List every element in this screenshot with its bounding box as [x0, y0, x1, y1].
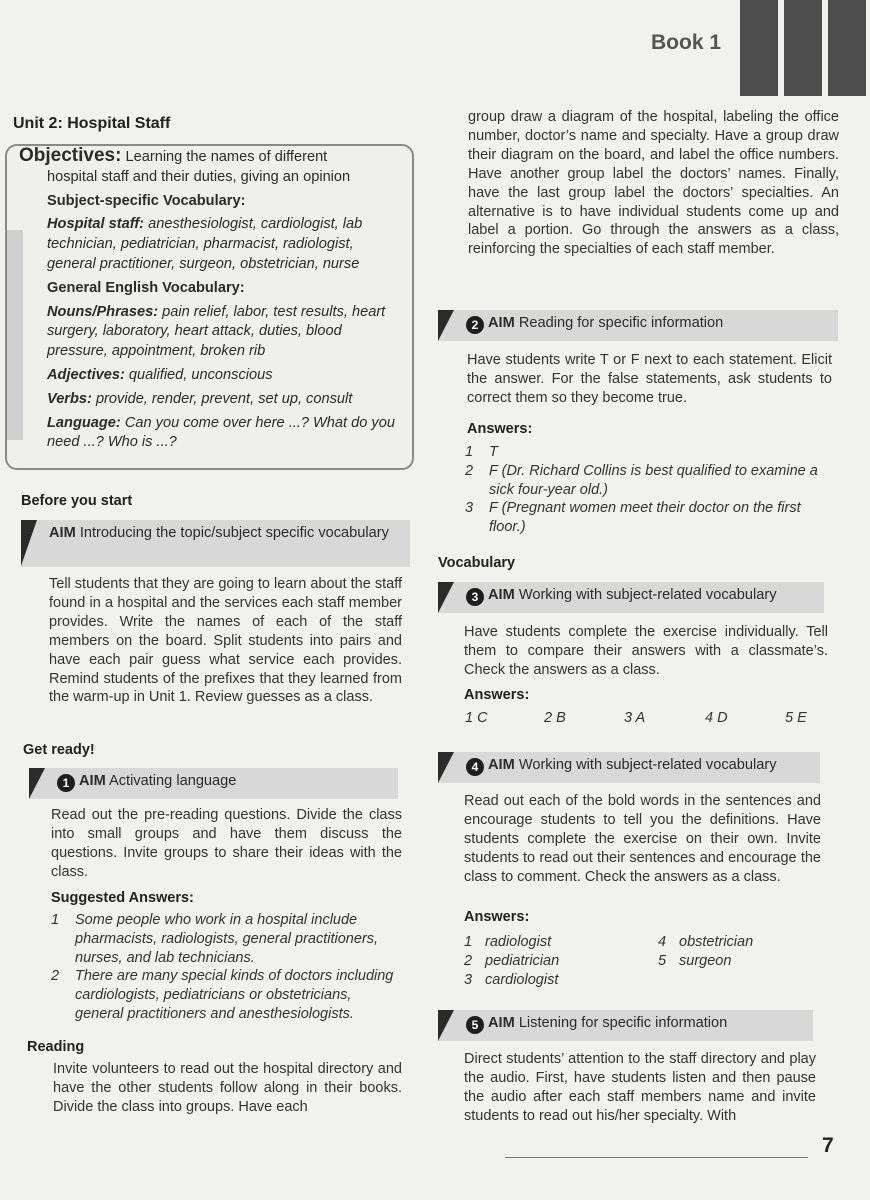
answers-list-tf — [465, 443, 833, 537]
verbs-list: provide, render, prevent, set up, consult — [91, 390, 353, 407]
intro-paragraph: Tell students that they are going to learn about the staff found in a hospital and the services each staff member provides. Write the names of each of the staff members on the board. Split students into pairs and have each pair guess what service each provides. Remind students of the prefixes that they learned from the warm-up in Unit 1. Review guesses as a class. — [49, 576, 402, 706]
list-item: 2 pediatrician — [464, 952, 560, 969]
objectives-heading: Objectives: — [19, 145, 122, 166]
general-vocab-heading: General English Vocabulary: — [47, 279, 245, 296]
objectives-line2: hospital staff and their duties, giving an opinion — [47, 168, 351, 185]
answer-item: 5 E — [785, 710, 807, 726]
aim-bar-2 — [438, 310, 838, 341]
list-item: 5 surgeon — [658, 952, 732, 969]
answer-item: 3 A — [624, 710, 646, 726]
reading-info-paragraph: Have students write T or F next to each statement. Elicit the answer. For the false statements, ask students to correct them so they become true. — [467, 352, 832, 406]
get-ready-heading: Get ready! — [23, 742, 95, 758]
aim-marker-icon — [21, 520, 37, 566]
activating-paragraph: Read out the pre-reading questions. Divide the class into small groups and have them discuss the questions. Invite groups to share their ideas with the class. — [51, 807, 402, 880]
objectives-box — [5, 144, 414, 470]
list-item: 3 cardiologist — [464, 971, 559, 988]
header-bar — [828, 0, 866, 96]
aim-marker-icon — [438, 752, 454, 783]
aim-bar-intro — [21, 520, 410, 567]
bold-words-paragraph: Read out each of the bold words in the sentences and encourage students to tell you the definitions. Have students complete the exercise on their own. Invite students to read out their sentences and encourage the class to comment. Check the answers as a class. — [464, 793, 821, 885]
aim-label: AIM — [488, 315, 515, 331]
verbs-label: Verbs: — [47, 390, 92, 407]
aim-text: Introducing the topic/subject specific vocabulary — [75, 525, 389, 541]
aim-marker-icon — [29, 768, 45, 799]
answers-heading: Answers: — [467, 421, 533, 437]
aim-label: AIM — [79, 773, 106, 789]
aim-label: AIM — [49, 525, 76, 541]
answers-heading: Answers: — [464, 909, 530, 925]
before-start-heading: Before you start — [21, 493, 133, 509]
aim-bar-1 — [29, 768, 398, 799]
header-bar — [740, 0, 778, 96]
nouns-list: pain relief, labor, test results, heart surgery, laboratory, heart attack, duties, blood pressure, appointment, broken rib — [47, 303, 386, 360]
answers-list-col2 — [658, 933, 838, 971]
aim-label: AIM — [488, 587, 515, 603]
adjectives-list: qualified, unconscious — [124, 366, 273, 383]
footer-rule — [505, 1157, 808, 1158]
aim-text: Working with subject-related vocabulary — [514, 587, 777, 603]
list-item: 3 F (Pregnant women meet their doctor on the first floor.) — [465, 500, 801, 536]
aim-marker-icon — [438, 1010, 454, 1041]
aim-marker-icon — [438, 310, 454, 341]
list-item: 2 F (Dr. Richard Collins is best qualified to examine a sick four-year old.) — [465, 462, 818, 498]
aim-bar-5 — [438, 1010, 813, 1041]
aim-bar-3 — [438, 582, 824, 613]
number-circle-icon: 4 — [466, 758, 484, 776]
objectives-content — [19, 146, 402, 453]
answers-row-letters — [465, 710, 825, 730]
list-item: 2 There are many special kinds of doctors including cardiologists, pediatricians or obstetricians, general practitioners and anesthesiologists. — [51, 968, 394, 1022]
answers-heading: Answers: — [464, 687, 530, 703]
reading-paragraph: Invite volunteers to read out the hospital directory and have the other students follow along in their books. Divide the class into groups. Have each — [53, 1061, 402, 1115]
list-item: 1 Some people who work in a hospital include pharmacists, radiologists, general practitioners, nurses, and lab technicians. — [51, 912, 379, 966]
listening-paragraph: Direct students’ attention to the staff directory and play the audio. First, have students listen and then pause the audio after each staff members name and invite students to read out his/her specialty. With — [464, 1051, 816, 1124]
aim-text: Listening for specific information — [514, 1015, 728, 1031]
answer-item: 4 D — [705, 710, 728, 726]
adjectives-label: Adjectives: — [47, 366, 125, 383]
hospital-staff-list: anesthesiologist, cardiologist, lab technician, pediatrician, pharmacist, radiologist, general practitioner, surgeon, obstetrician, nurse — [47, 216, 363, 272]
subject-vocab-heading: Subject-specific Vocabulary: — [47, 192, 246, 209]
diagram-paragraph: group draw a diagram of the hospital, labeling the office number, doctor’s name and specialty. Have a group draw their diagram on the board, and label the office numbers. Have another group label the doctors’ names. Finally, have the last group label the doctors’ specialties. An alternative is to have individual students come up and label a portion. Go through the answers as a class, reinforcing the specialties of each staff member. — [468, 109, 839, 258]
aim-bar-4 — [438, 752, 820, 783]
vocab-exercise-paragraph: Have students complete the exercise individually. Tell them to compare their answers with a classmate’s. Check the answers as a class. — [464, 624, 828, 678]
aim-text: Working with subject-related vocabulary — [514, 757, 777, 773]
aim-marker-icon — [438, 582, 454, 613]
vocabulary-heading: Vocabulary — [438, 555, 516, 571]
hospital-staff-label: Hospital staff: — [47, 216, 145, 233]
aim-text: Reading for specific information — [514, 315, 724, 331]
book-label: Book 1 — [651, 31, 722, 54]
aim-label: AIM — [488, 1015, 515, 1031]
language-label: Language: — [47, 414, 121, 431]
objectives-text: Learning the names of different — [121, 149, 328, 165]
language-list: Can you come over here ...? What do you need ...? Who is ...? — [47, 414, 395, 451]
suggested-answers-list — [51, 911, 402, 1024]
number-circle-icon: 2 — [466, 316, 484, 334]
number-circle-icon: 5 — [466, 1016, 484, 1034]
answer-item: 1 C — [465, 710, 488, 726]
aim-text: Activating language — [105, 773, 237, 789]
number-circle-icon: 1 — [57, 774, 75, 792]
suggested-answers-heading: Suggested Answers: — [51, 890, 194, 906]
answers-list-col1 — [464, 933, 654, 989]
reading-heading: Reading — [27, 1039, 85, 1055]
answer-item: 2 B — [544, 710, 566, 726]
aim-label: AIM — [488, 757, 515, 773]
unit-title: Unit 2: Hospital Staff — [13, 115, 171, 132]
list-item: 4 obstetrician — [658, 934, 754, 950]
number-circle-icon: 3 — [466, 588, 484, 606]
header-bar — [784, 0, 822, 96]
nouns-label: Nouns/Phrases: — [47, 303, 159, 320]
page-number: 7 — [822, 1134, 834, 1157]
list-item: 1 T — [465, 444, 498, 460]
list-item: 1 radiologist — [464, 934, 552, 950]
